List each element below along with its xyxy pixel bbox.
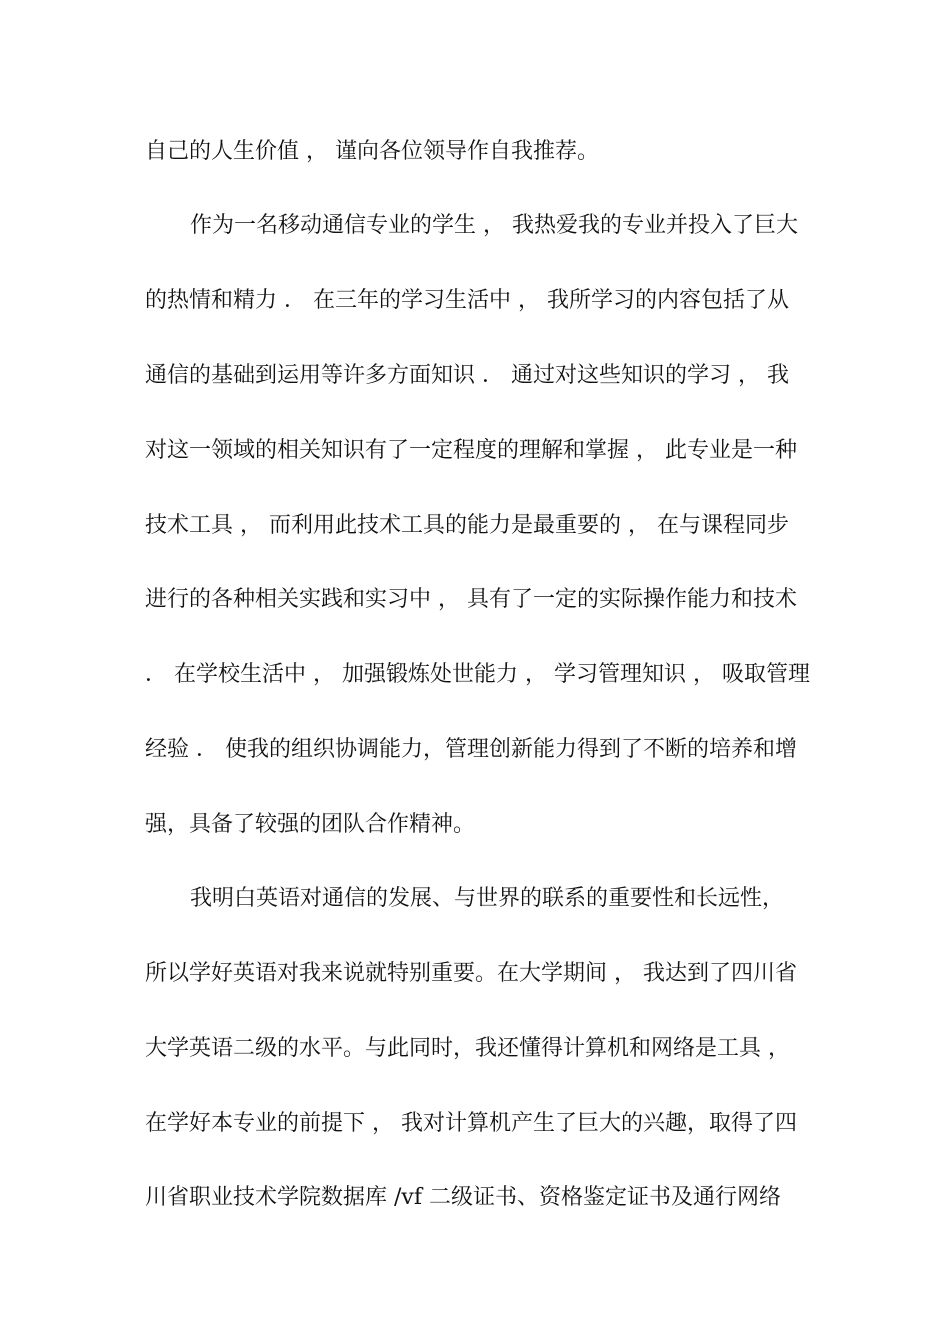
text-line: 在学好本专业的前提下 ， 我对计算机产生了巨大的兴趣，取得了四 bbox=[145, 1111, 797, 1136]
text-line: 川省职业技术学院数据库 /vf 二级证书、资格鉴定证书及通行网络 bbox=[145, 1185, 781, 1210]
text-line: 进行的各种相关实践和实习中 ， 具有了一定的实际操作能力和技术 bbox=[145, 587, 797, 612]
text-line: 大学英语二级的水平。与此同时，我还懂得计算机和网络是工具 ， bbox=[145, 1036, 790, 1061]
text-line: 所以学好英语对我来说就特别重要。在大学期间 ， 我达到了四川省 bbox=[145, 961, 797, 986]
text-line: 对这一领域的相关知识有了一定程度的理解和掌握 ， 此专业是一种 bbox=[145, 438, 797, 463]
paragraph-first-line: 作为一名移动通信专业的学生 ， 我热爱我的专业并投入了巨大 bbox=[190, 213, 798, 238]
paragraph-first-line: 我明白英语对通信的发展、与世界的联系的重要性和长远性， bbox=[190, 886, 785, 911]
text-line: 强，具备了较强的团队合作精神。 bbox=[145, 812, 476, 837]
text-line: 自己的人生价值 ， 谨向各位领导作自我推荐。 bbox=[145, 139, 599, 164]
text-line: 的热情和精力 ． 在三年的学习生活中 ， 我所学习的内容包括了从 bbox=[145, 288, 789, 313]
text-line: 经验 ． 使我的组织协调能力，管理创新能力得到了不断的培养和增 bbox=[145, 737, 797, 762]
text-line: 技术工具 ， 而利用此技术工具的能力是最重要的 ， 在与课程同步 bbox=[145, 513, 789, 538]
text-line: ． 在学校生活中 ， 加强锻炼处世能力 ， 学习管理知识 ， 吸取管理 bbox=[145, 662, 810, 687]
text-line: 通信的基础到运用等许多方面知识 ． 通过对这些知识的学习 ， 我 bbox=[145, 363, 789, 388]
